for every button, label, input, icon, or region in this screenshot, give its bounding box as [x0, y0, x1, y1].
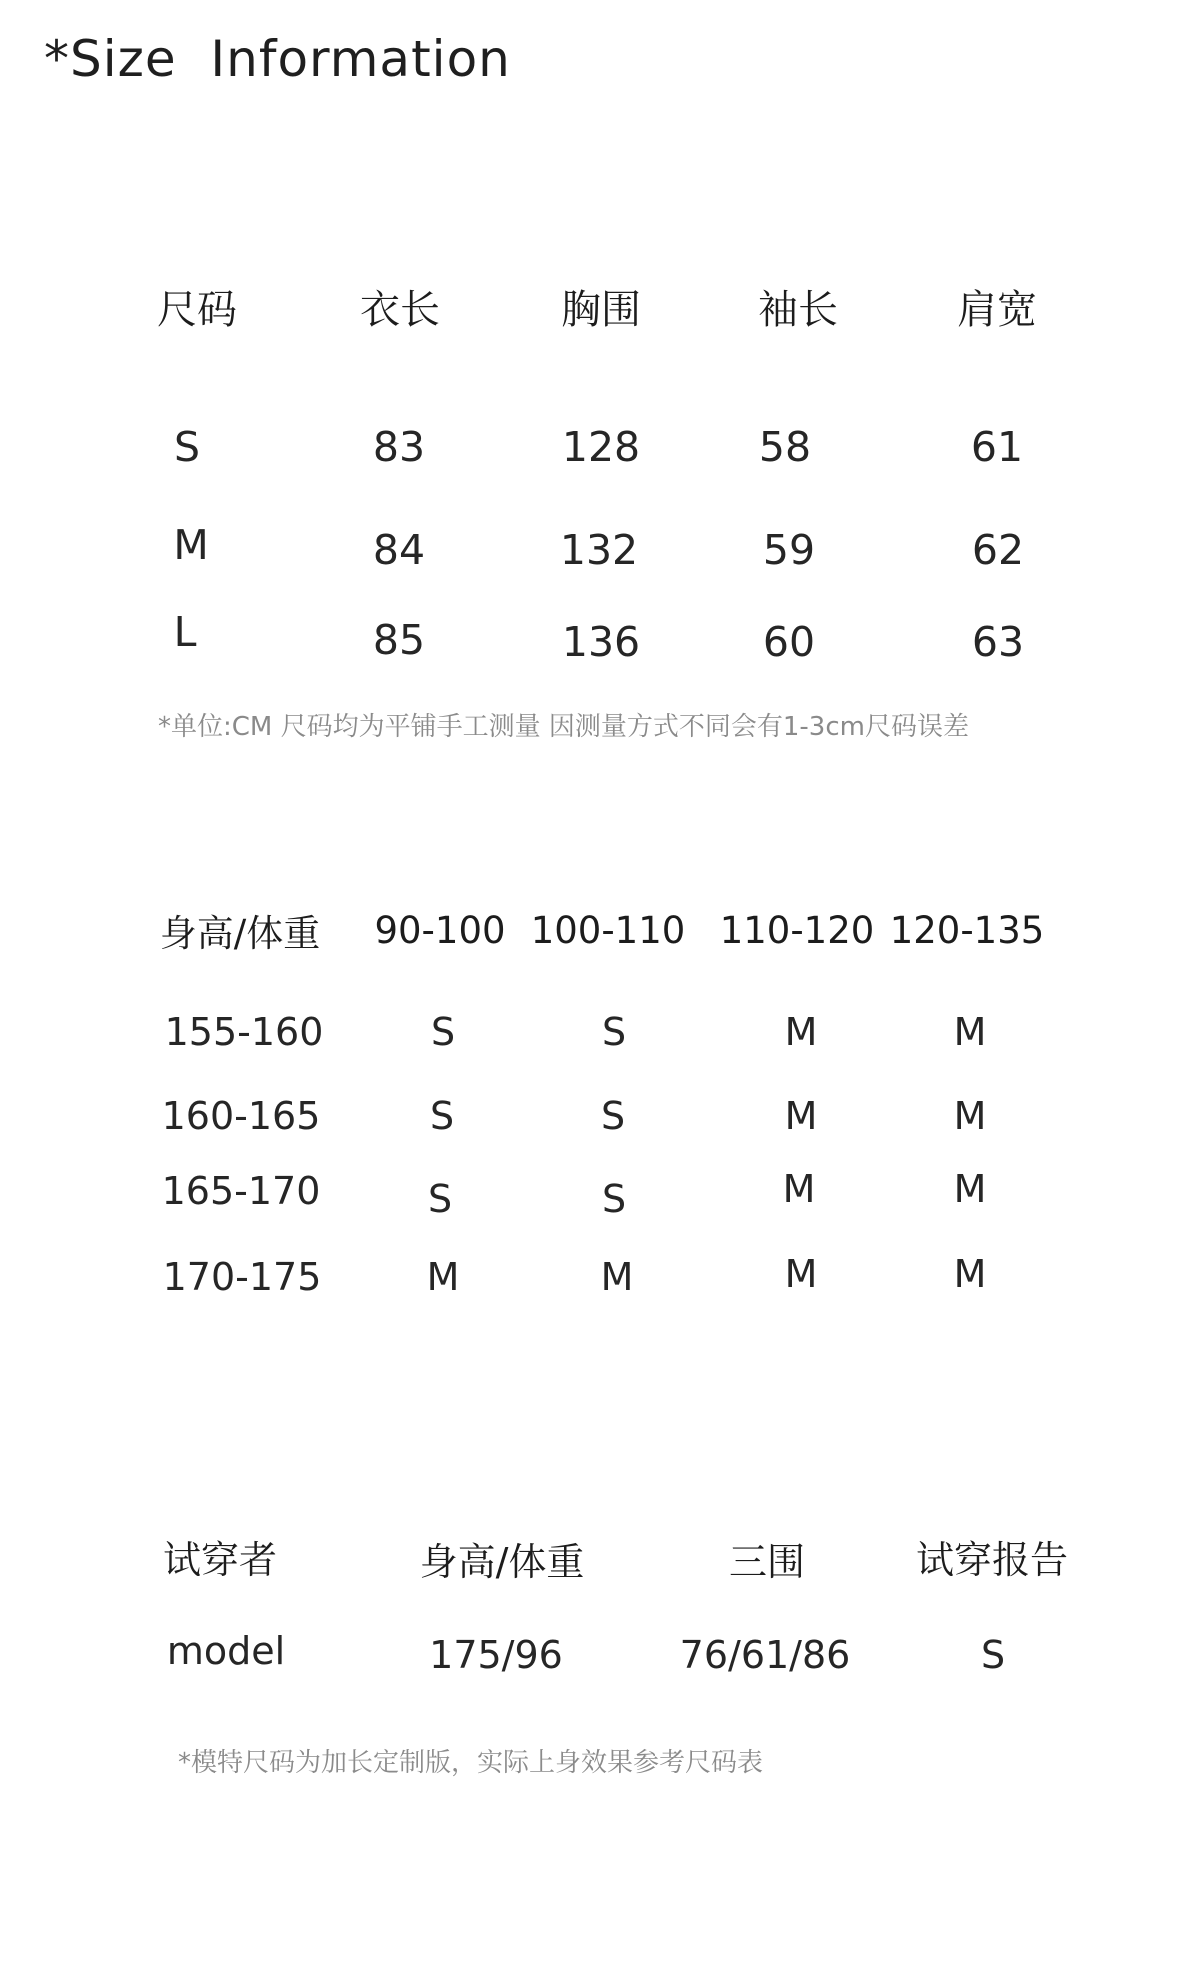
size-table-cell: 132 — [559, 526, 639, 574]
size-table-cell: S — [173, 423, 201, 471]
model-table-header: 三围 — [728, 1540, 806, 1584]
model-table-cell: 175/96 — [429, 1633, 563, 1677]
size-table-cell: 62 — [971, 526, 1025, 574]
model-table-cell: 76/61/86 — [679, 1633, 851, 1677]
size-table-cell: 63 — [971, 618, 1025, 666]
size-table-cell: M — [173, 521, 209, 569]
fit-table-cell: S — [600, 1094, 626, 1138]
fit-table-cell: M — [782, 1167, 816, 1211]
model-table-header: 试穿者 — [162, 1538, 278, 1582]
size-table-cell: 128 — [561, 423, 641, 471]
size-table-cell: 61 — [970, 423, 1024, 471]
fit-table-cell: S — [429, 1094, 455, 1138]
fit-table-cell: M — [953, 1252, 987, 1296]
fit-table-cell: S — [601, 1010, 627, 1054]
fit-table-cell: M — [600, 1255, 634, 1299]
fit-table-header: 100-110 — [530, 909, 686, 952]
size-table-cell: 58 — [758, 423, 812, 471]
model-table-note: *模特尺码为加长定制版，实际上身效果参考尺码表 — [178, 1748, 764, 1778]
model-table-cell: model — [166, 1629, 286, 1673]
fit-table-cell: S — [427, 1177, 453, 1221]
fit-table-cell: 155-160 — [164, 1010, 324, 1054]
model-table-header: 试穿报告 — [915, 1538, 1069, 1582]
fit-table-cell: 165-170 — [161, 1169, 321, 1213]
size-table-cell: 83 — [372, 423, 426, 471]
model-table-header: 身高/体重 — [419, 1540, 585, 1584]
fit-table-cell: M — [784, 1094, 818, 1138]
size-table-cell: 60 — [762, 618, 816, 666]
size-table-header: 胸围 — [561, 287, 641, 333]
page-title: *Size Information — [44, 30, 511, 88]
fit-table-cell: S — [430, 1010, 456, 1054]
size-table-header: 尺码 — [157, 287, 237, 333]
fit-table-header: 120-135 — [889, 909, 1045, 952]
fit-table-header: 110-120 — [719, 909, 875, 952]
size-table-cell: 59 — [762, 526, 816, 574]
size-table-note: *单位:CM 尺码均为平铺手工测量 因测量方式不同会有1-3cm尺码误差 — [158, 712, 969, 742]
size-table-cell: L — [173, 608, 197, 656]
fit-table-cell: S — [601, 1177, 627, 1221]
fit-table-cell: M — [426, 1255, 460, 1299]
size-table-header: 衣长 — [360, 287, 440, 333]
fit-table-cell: M — [953, 1094, 987, 1138]
fit-table-cell: M — [953, 1010, 987, 1054]
fit-table-cell: M — [784, 1010, 818, 1054]
fit-table-header: 90-100 — [374, 909, 506, 952]
size-table-cell: 85 — [372, 616, 426, 664]
size-table-cell: 136 — [561, 618, 641, 666]
fit-table-cell: 160-165 — [161, 1094, 321, 1138]
size-table-header: 肩宽 — [957, 287, 1037, 333]
size-table-header: 袖长 — [758, 287, 838, 333]
size-table-cell: 84 — [372, 526, 426, 574]
model-table-cell: S — [980, 1633, 1006, 1677]
fit-table-cell: 170-175 — [162, 1255, 322, 1299]
fit-table-cell: M — [953, 1167, 987, 1211]
fit-table-header: 身高/体重 — [159, 912, 321, 955]
fit-table-cell: M — [784, 1252, 818, 1296]
